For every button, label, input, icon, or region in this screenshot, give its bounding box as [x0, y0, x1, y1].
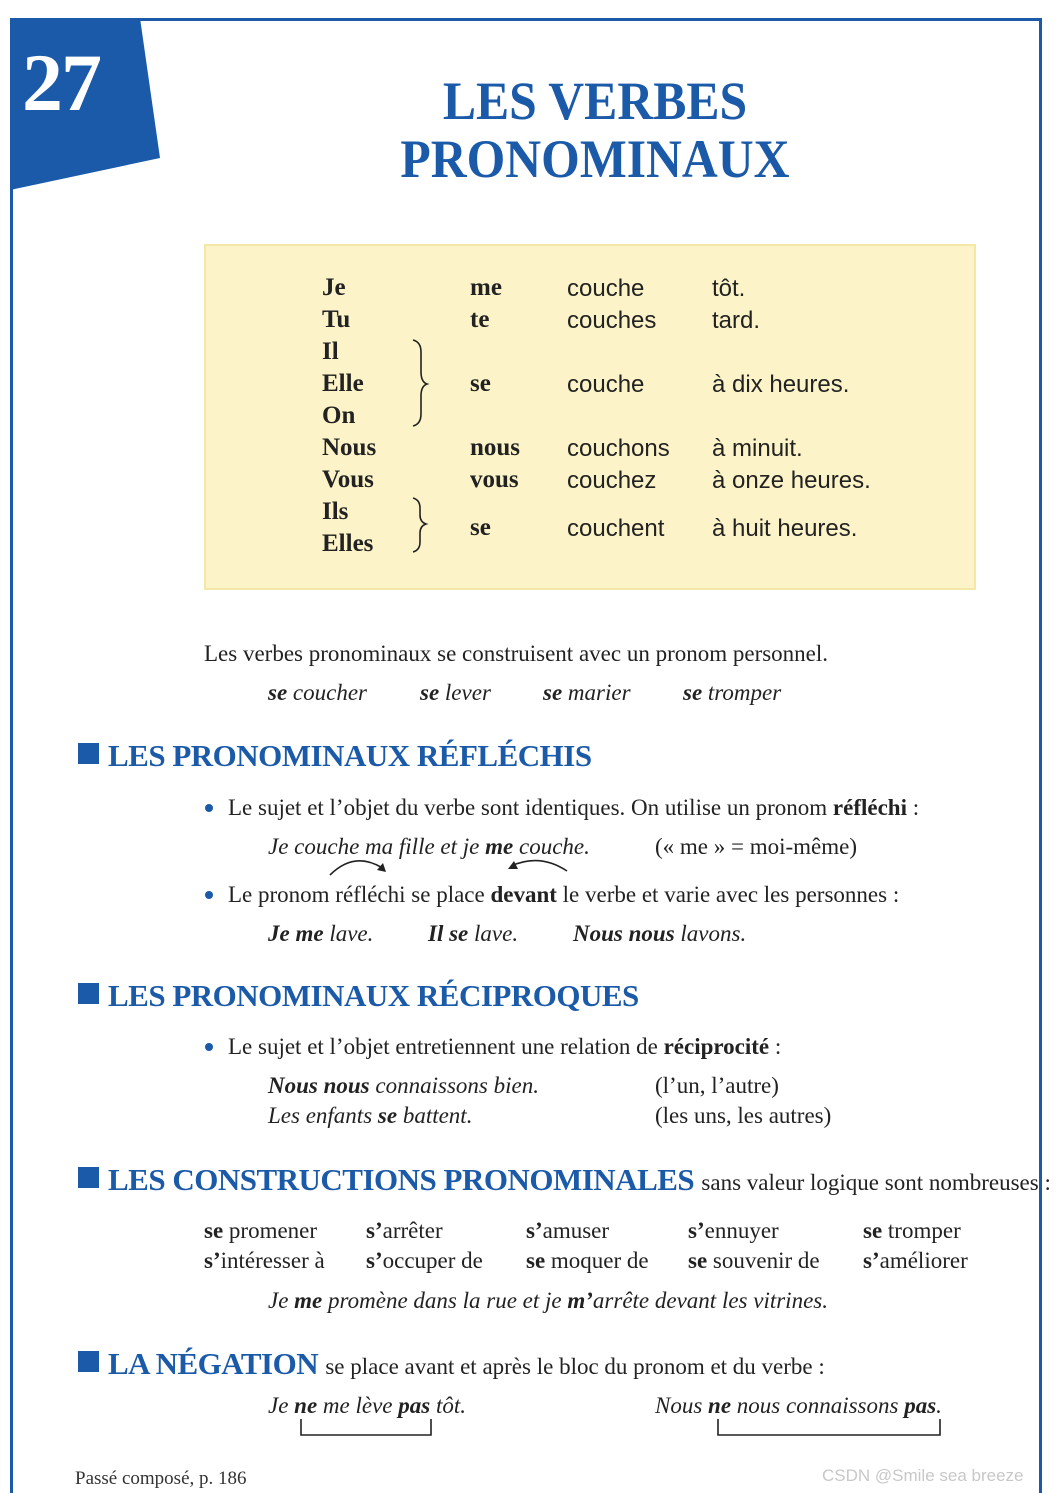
- construction-verb: se promener: [204, 1218, 318, 1243]
- negation-example-2: Nous ne nous connaissons pas.: [655, 1393, 942, 1418]
- subject: Elle: [322, 370, 364, 397]
- intro-example: se tromper: [683, 680, 782, 705]
- section-heading-reciproques: LES PRONOMINAUX RÉCIPROQUES: [78, 978, 639, 1014]
- pronoun: nous: [470, 434, 521, 461]
- section-heading-reflechis: LES PRONOMINAUX RÉFLÉCHIS: [78, 738, 592, 774]
- reciproques-example-1: Nous nous connaissons bien.: [268, 1073, 539, 1098]
- intro-sentence: Les verbes pronominaux se construisent avec un pronom personnel.: [204, 641, 829, 666]
- reciproques-note-1: (l’un, l’autre): [655, 1073, 779, 1098]
- subject: Elles: [322, 530, 374, 557]
- negation-bracket-2: [718, 1419, 940, 1435]
- intro-example: se lever: [420, 680, 491, 705]
- verb-form: couchent: [567, 515, 665, 542]
- complement: tôt.: [712, 275, 746, 302]
- construction-verb: s’arrêter: [366, 1218, 443, 1243]
- intro-example: se marier: [543, 680, 631, 705]
- verb-form: couche: [567, 275, 645, 302]
- subject: Ils: [322, 498, 349, 525]
- pronoun: vous: [470, 466, 519, 493]
- constructions-example: Je me promène dans la rue et je m’arrête devant les vitrines.: [268, 1288, 828, 1313]
- verb-form: couches: [567, 307, 657, 334]
- subject: Nous: [322, 434, 377, 461]
- reflechis-example-1: Je couche ma fille et je me couche.: [268, 834, 590, 859]
- construction-verb: se tromper: [863, 1218, 961, 1243]
- construction-verb: s’améliorer: [863, 1248, 968, 1273]
- pronoun: se: [470, 370, 491, 397]
- intro-example: se coucher: [268, 680, 367, 705]
- reciproques-rule: Le sujet et l’objet entretiennent une relation de réciprocité :: [228, 1034, 782, 1059]
- reflechis-example-2: Nous nous lavons.: [573, 921, 747, 946]
- reflechis-rule-1: Le sujet et l’objet du verbe sont identiques. On utilise un pronom réfléchi :: [228, 795, 920, 820]
- complement: à minuit.: [712, 435, 803, 462]
- verb-form: couchez: [567, 467, 657, 494]
- watermark: CSDN @Smile sea breeze: [822, 1466, 1024, 1485]
- construction-verb: s’ennuyer: [688, 1218, 779, 1243]
- negation-example-1: Je ne me lève pas tôt.: [268, 1393, 466, 1418]
- construction-verb: s’occuper de: [366, 1248, 483, 1273]
- negation-bracket-1: [301, 1419, 431, 1435]
- section-heading-constructions: LES CONSTRUCTIONS PRONOMINALES sans valeur logique sont nombreuses :: [78, 1162, 1051, 1198]
- pronoun: me: [470, 274, 502, 301]
- reciproques-note-2: (les uns, les autres): [655, 1103, 832, 1128]
- title-line-2: PRONOMINAUX: [400, 129, 790, 189]
- complement: à onze heures.: [712, 467, 871, 494]
- title-line-1: LES VERBES: [442, 71, 748, 131]
- construction-verb: se souvenir de: [688, 1248, 820, 1273]
- footer-reference: Passé composé, p. 186: [75, 1468, 247, 1489]
- complement: tard.: [712, 307, 761, 334]
- construction-verb: s’intéresser à: [204, 1248, 325, 1273]
- reflechis-example-2: Je me lave.: [268, 921, 374, 946]
- subject: Il: [322, 338, 339, 365]
- subject: On: [322, 402, 356, 429]
- section-heading-negation: LA NÉGATION se place avant et après le bloc du pronom et du verbe :: [78, 1346, 825, 1382]
- verb-form: couchons: [567, 435, 670, 462]
- reflechis-example-2: Il se lave.: [428, 921, 519, 946]
- pronoun: se: [470, 514, 491, 541]
- construction-verb: s’amuser: [526, 1218, 610, 1243]
- reflechis-example-note: (« me » = moi-même): [655, 834, 858, 859]
- complement: à huit heures.: [712, 515, 858, 542]
- verb-form: couche: [567, 371, 645, 398]
- chapter-number: 27: [22, 37, 100, 128]
- subject: Vous: [322, 466, 374, 493]
- construction-verb: se moquer de: [526, 1248, 649, 1273]
- reciproques-example-2: Les enfants se battent.: [268, 1103, 473, 1128]
- complement: à dix heures.: [712, 371, 850, 398]
- subject: Je: [322, 274, 346, 301]
- reflechis-rule-2: Le pronom réfléchi se place devant le verbe et varie avec les personnes :: [228, 882, 900, 907]
- pronoun: te: [470, 306, 490, 333]
- subject: Tu: [322, 306, 351, 333]
